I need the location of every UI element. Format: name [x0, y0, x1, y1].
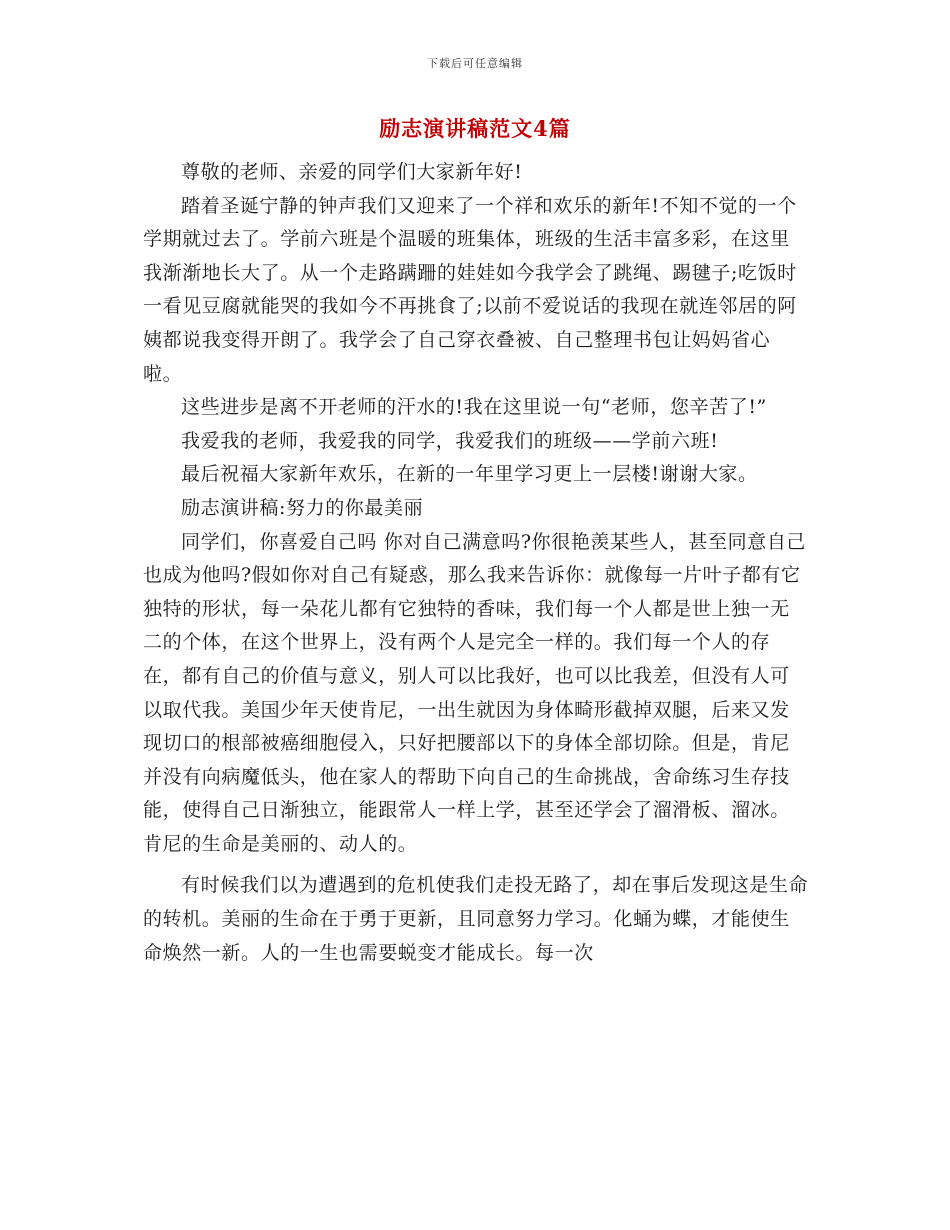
paragraph-self-worth: 同学们，你喜爱自己吗 你对自己满意吗?你很艳羡某些人，甚至同意自己也成为他吗?假如你对自己有疑惑，那么我来告诉你：就像每一片叶子都有它独特的形状，每一朵花儿都有它独特的香味，我们每一个人都是世上独一无二的个体，在这个世界上，没有两个人是完全一样的。我们每一个人的存在，都有自己的价值与意义，别人可以比我好，也可以比我差，但没有人可以取代我。美国少年天使肯尼，一出生就因为身体畸形截掉双腿，后来又发现切口的根部被癌细胞侵入，只好把腰部以下的身体全部切除。但是，肯尼并没有向病魔低头，他在家人的帮助下向自己的生命挑战，舍命练习生存技能，使得自己日渐独立，能跟常人一样上学，甚至还学会了溜滑板、溜冰。肯尼的生命是美丽的、动人的。: [143, 530, 807, 855]
paragraph-love-class: 我爱我的老师，我爱我的同学，我爱我们的班级——学前六班!: [181, 429, 719, 452]
page-header-note: 下载后可任意编辑: [427, 57, 523, 70]
document-title: 励志演讲稿范文4篇: [379, 116, 571, 141]
document-body: [143, 156, 809, 970]
paragraph-thanks-teacher: 这些进步是离不开老师的汗水的!我在这里说一句“老师，您辛苦了!”: [181, 396, 767, 419]
paragraph-new-year: 踏着圣诞宁静的钟声我们又迎来了一个祥和欢乐的新年!不知不觉的一个学期就过去了。学前六班是个温暖的班集体，班级的生活丰富多彩，在这里我渐渐地长大了。从一个走路蹒跚的娃娃如今我学会了跳绳、踢毽子;吃饭时一看见豆腐就能哭的我如今不再挑食了;以前不爱说话的我现在就连邻居的阿姨都说我变得开朗了。我学会了自己穿衣叠被、自己整理书包让妈妈省心啦。: [143, 194, 797, 385]
paragraph-turning-point: 有时候我们以为遭遇到的危机使我们走投无路了，却在事后发现这是生命的转机。美丽的生命在于勇于更新，且同意努力学习。化蛹为蝶，才能使生命焕然一新。人的一生也需要蜕变才能成长。每一次: [143, 874, 809, 964]
section-heading: 励志演讲稿:努力的你最美丽: [181, 496, 424, 519]
paragraph-greeting: 尊敬的老师、亲爱的同学们大家新年好!: [181, 161, 523, 183]
paragraph-closing-wish: 最后祝福大家新年欢乐，在新的一年里学习更上一层楼!谢谢大家。: [181, 463, 758, 486]
